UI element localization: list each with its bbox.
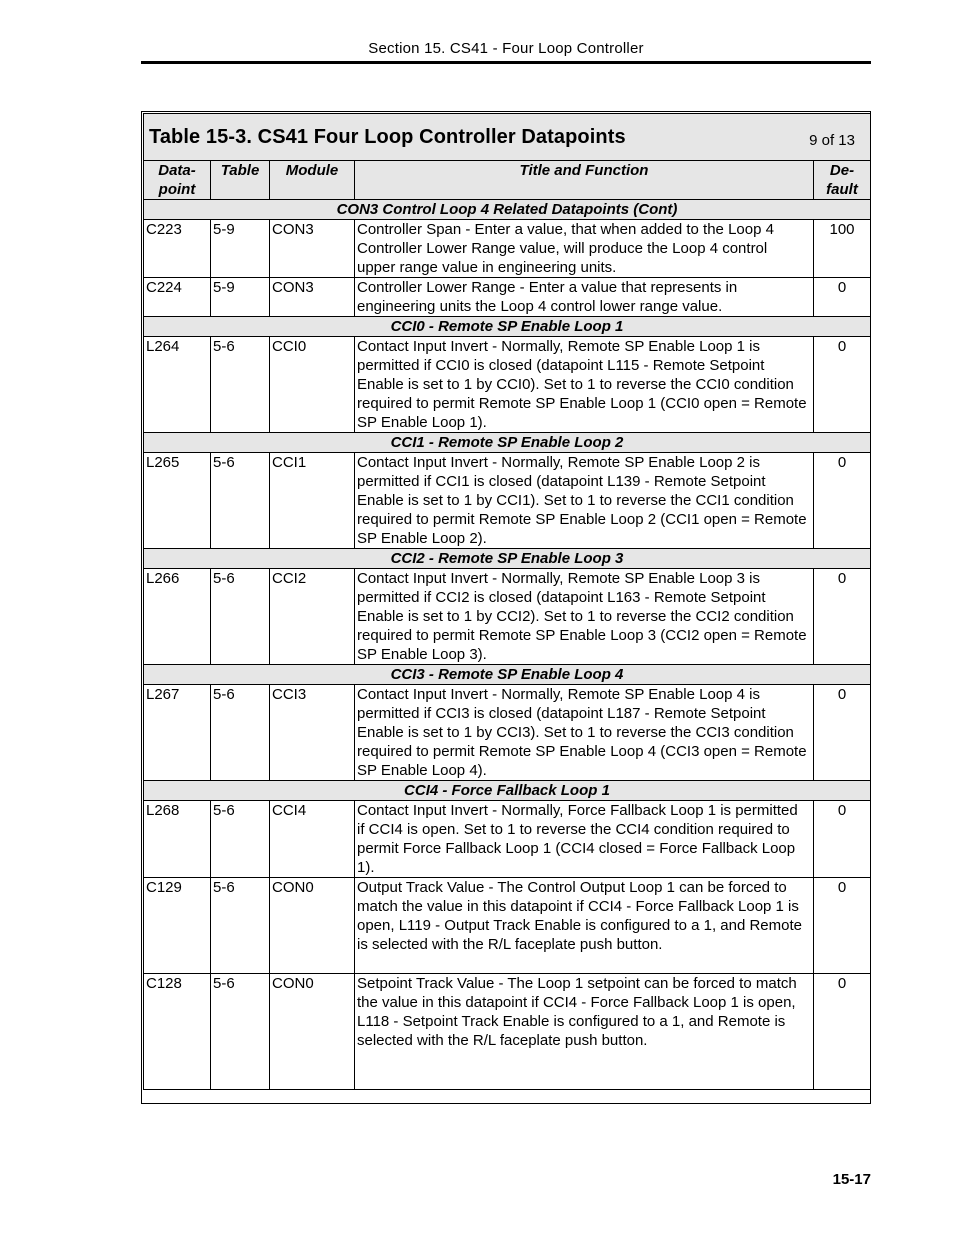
cell-table: 5-6 — [211, 569, 270, 665]
section-heading: CCI1 - Remote SP Enable Loop 2 — [144, 433, 871, 453]
table-row — [144, 878, 871, 974]
table-row — [144, 453, 871, 549]
cell-module: CCI1 — [270, 453, 355, 549]
section-heading: CCI0 - Remote SP Enable Loop 1 — [144, 317, 871, 337]
table-title-row — [144, 114, 871, 161]
cell-table: 5-6 — [211, 801, 270, 878]
cell-module: CON0 — [270, 878, 355, 974]
cell-datapoint: C129 — [144, 878, 211, 974]
cell-title-function: Setpoint Track Value - The Loop 1 setpoint can be forced to match the value in this datapoint if CCI4 - Force Fallback Loop 1 is open, L118 - Setpoint Track Enable is configured to a 1, and Remote is selected with the R/L faceplate push button. — [355, 974, 814, 1090]
page-number: 15-17 — [832, 1171, 871, 1188]
section-heading: CCI4 - Force Fallback Loop 1 — [144, 781, 871, 801]
cell-default: 0 — [814, 453, 871, 549]
cell-datapoint: L268 — [144, 801, 211, 878]
cell-table: 5-6 — [211, 878, 270, 974]
table-row — [144, 569, 871, 665]
cell-module: CCI2 — [270, 569, 355, 665]
cell-module: CON3 — [270, 220, 355, 278]
datapoints-table — [143, 113, 871, 1090]
cell-title-function: Contact Input Invert - Normally, Remote SP Enable Loop 2 is permitted if CCI1 is closed (datapoint L139 - Remote Setpoint Enable is set to 1 by CCI1). Set to 1 to reverse the CCI1 condition required to permit Remote SP Enable Loop 2 (CCI1 open = Remote SP Enable Loop 2). — [355, 453, 814, 549]
table-title: Table 15-3. CS41 Four Loop Controller Datapoints — [149, 126, 626, 148]
section-heading: CCI2 - Remote SP Enable Loop 3 — [144, 549, 871, 569]
section-heading-row — [144, 200, 871, 220]
cell-default: 0 — [814, 337, 871, 433]
cell-datapoint: C223 — [144, 220, 211, 278]
table-row — [144, 801, 871, 878]
cell-module: CCI4 — [270, 801, 355, 878]
table-page-indicator: 9 of 13 — [809, 132, 855, 149]
cell-module: CON0 — [270, 974, 355, 1090]
section-heading: CCI3 - Remote SP Enable Loop 4 — [144, 665, 871, 685]
table-row — [144, 974, 871, 1090]
cell-default: 0 — [814, 569, 871, 665]
cell-title-function: Contact Input Invert - Normally, Remote SP Enable Loop 1 is permitted if CCI0 is closed (datapoint L115 - Remote Setpoint Enable is set to 1 by CCI0). Set to 1 to reverse the CCI0 condition required to permit Remote SP Enable Loop 1 (CCI0 open = Remote SP Enable Loop 1). — [355, 337, 814, 433]
table-row — [144, 337, 871, 433]
datapoints-table-body — [144, 114, 871, 1090]
column-header-default: De- fault — [814, 161, 871, 200]
cell-datapoint: L266 — [144, 569, 211, 665]
column-header-module: Module — [270, 161, 355, 200]
cell-default: 0 — [814, 974, 871, 1090]
cell-table: 5-9 — [211, 278, 270, 317]
cell-table: 5-6 — [211, 685, 270, 781]
column-header-row — [144, 161, 871, 200]
column-header-title-function: Title and Function — [355, 161, 814, 200]
table-row — [144, 685, 871, 781]
table-row — [144, 220, 871, 278]
header-rule — [141, 61, 871, 64]
cell-table: 5-6 — [211, 337, 270, 433]
cell-module: CCI3 — [270, 685, 355, 781]
cell-title-function: Controller Lower Range - Enter a value that represents in engineering units the Loop 4 control lower range value. — [355, 278, 814, 317]
cell-title-function: Contact Input Invert - Normally, Remote SP Enable Loop 3 is permitted if CCI2 is closed (datapoint L163 - Remote Setpoint Enable is set to 1 by CCI2). Set to 1 to reverse the CCI2 condition required to permit Remote SP Enable Loop 3 (CCI2 open = Remote SP Enable Loop 3). — [355, 569, 814, 665]
cell-module: CCI0 — [270, 337, 355, 433]
section-heading-row — [144, 317, 871, 337]
cell-datapoint: L267 — [144, 685, 211, 781]
cell-title-function: Controller Span - Enter a value, that when added to the Loop 4 Controller Lower Range value, will produce the Loop 4 control upper range value in engineering units. — [355, 220, 814, 278]
cell-default: 0 — [814, 278, 871, 317]
section-heading-row — [144, 433, 871, 453]
section-heading-row — [144, 781, 871, 801]
cell-datapoint: L264 — [144, 337, 211, 433]
cell-title-function: Contact Input Invert - Normally, Remote SP Enable Loop 4 is permitted if CCI3 is closed (datapoint L187 - Remote Setpoint Enable is set to 1 by CCI3). Set to 1 to reverse the CCI3 condition required to permit Remote SP Enable Loop 4 (CCI3 open = Remote SP Enable Loop 4). — [355, 685, 814, 781]
cell-datapoint: C224 — [144, 278, 211, 317]
column-header-datapoint: Data- point — [144, 161, 211, 200]
section-heading: CON3 Control Loop 4 Related Datapoints (Cont) — [144, 200, 871, 220]
cell-title-function: Contact Input Invert - Normally, Force Fallback Loop 1 is permitted if CCI4 is open. Set to 1 to reverse the CCI4 condition required to permit Force Fallback Loop 1 (CCI4 closed = Force Fallback Loop 1). — [355, 801, 814, 878]
cell-datapoint: L265 — [144, 453, 211, 549]
cell-default: 0 — [814, 878, 871, 974]
cell-module: CON3 — [270, 278, 355, 317]
running-header: Section 15. CS41 - Four Loop Controller — [368, 40, 644, 57]
cell-table: 5-6 — [211, 453, 270, 549]
cell-default: 100 — [814, 220, 871, 278]
section-heading-row — [144, 665, 871, 685]
cell-table: 5-9 — [211, 220, 270, 278]
cell-table: 5-6 — [211, 974, 270, 1090]
cell-default: 0 — [814, 801, 871, 878]
cell-default: 0 — [814, 685, 871, 781]
cell-title-function: Output Track Value - The Control Output Loop 1 can be forced to match the value in this datapoint if CCI4 - Force Fallback Loop 1 is open, L119 - Output Track Enable is configured to a 1, and Remote is selected with the R/L faceplate push button. — [355, 878, 814, 974]
column-header-table: Table — [211, 161, 270, 200]
table-row — [144, 278, 871, 317]
cell-datapoint: C128 — [144, 974, 211, 1090]
section-heading-row — [144, 549, 871, 569]
